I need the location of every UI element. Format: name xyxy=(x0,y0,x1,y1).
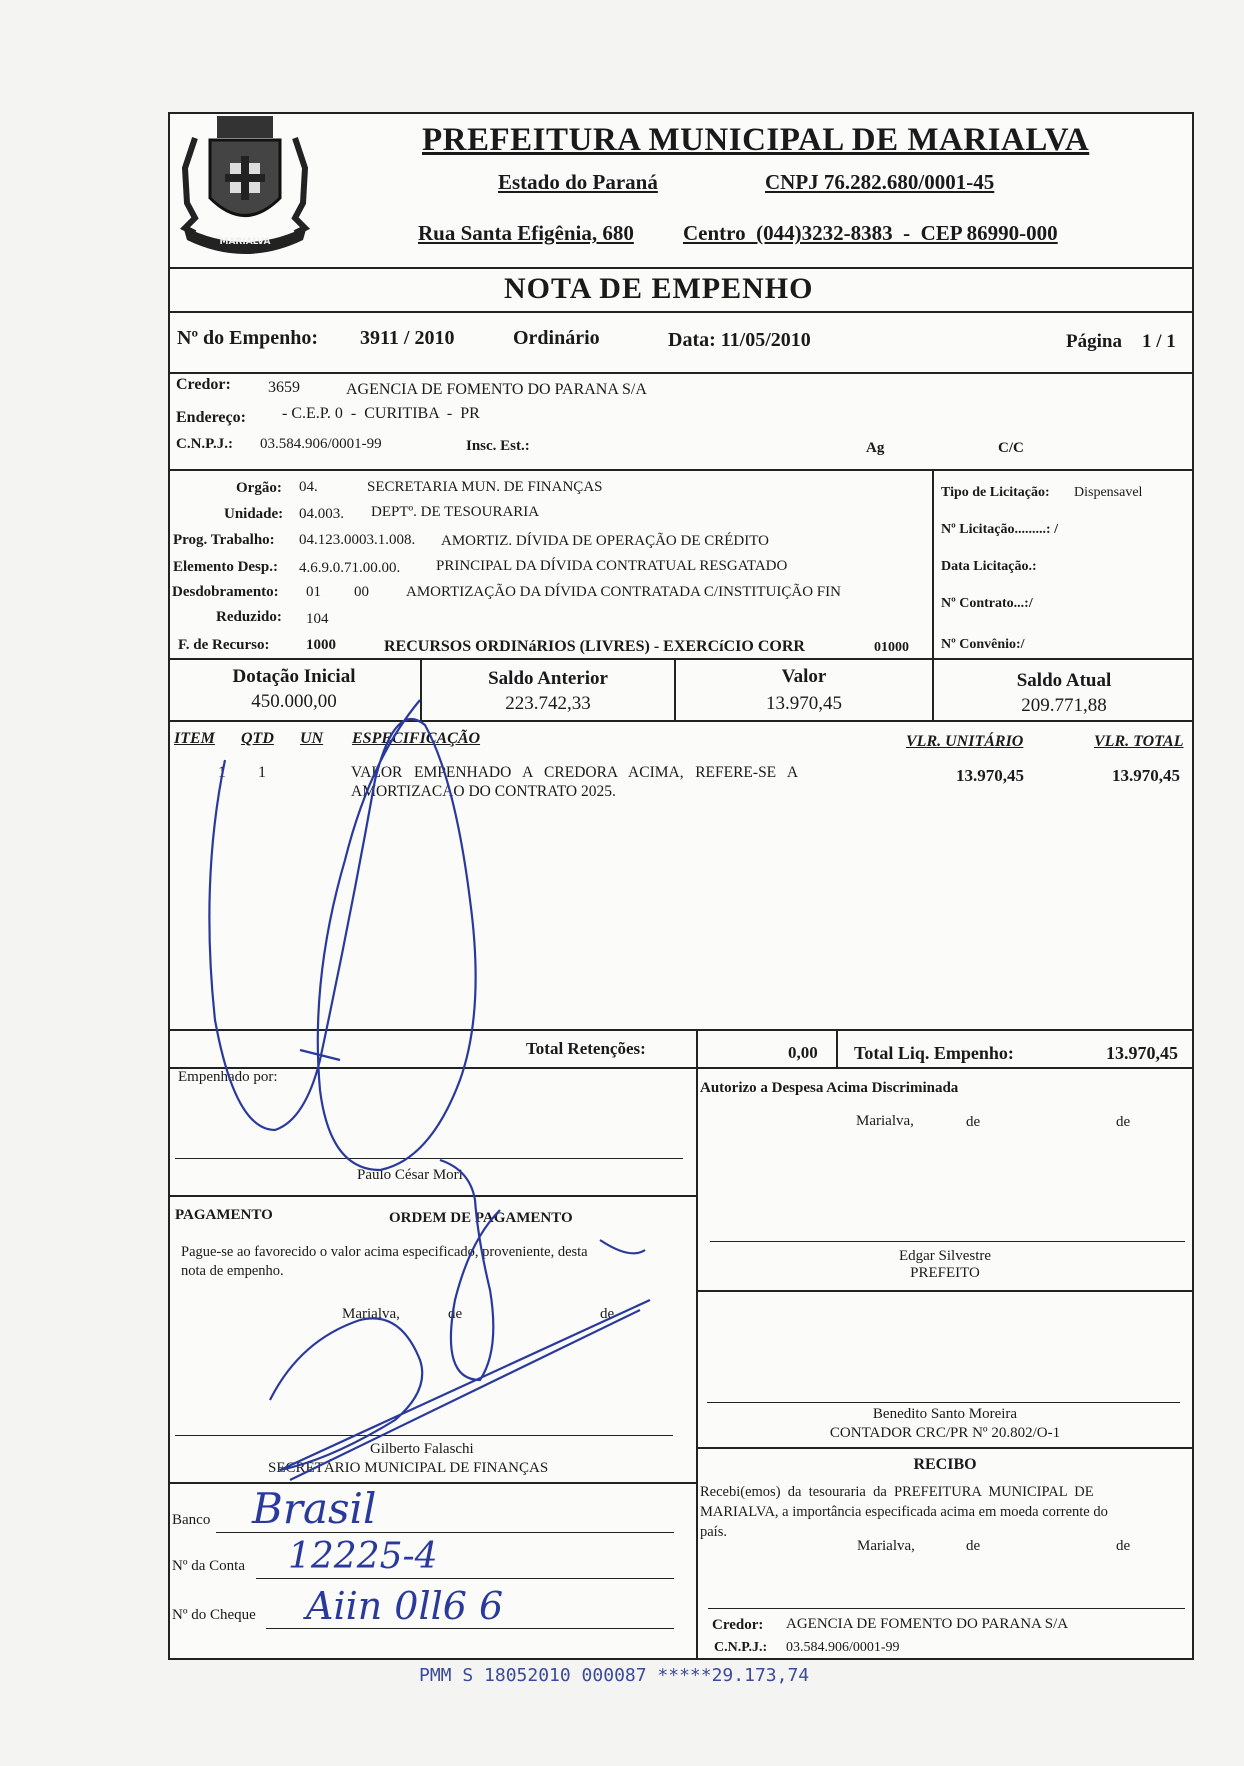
state-label: Estado do Paraná xyxy=(498,170,658,194)
signature-line xyxy=(175,1158,683,1159)
empenhado-signer: Paulo César Mori xyxy=(357,1167,463,1183)
recibo-place: Marialva, xyxy=(857,1538,915,1554)
cheque-label: Nº do Cheque xyxy=(172,1607,256,1623)
licitacao-numero: Nº Licitação.........: / xyxy=(941,522,1058,537)
column-header-qtd: QTD xyxy=(241,730,274,747)
convenio-numero: Nº Convênio:/ xyxy=(941,637,1025,652)
recurso-code: 1000 xyxy=(306,637,336,653)
conta-handwriting: 12225-4 xyxy=(288,1536,438,1577)
recibo-cnpj-label: C.N.P.J.: xyxy=(714,1640,768,1655)
secretario-name: Gilberto Falaschi xyxy=(370,1441,474,1457)
desdobramento-code: 01 xyxy=(306,584,321,600)
elemento-code: 4.6.9.0.71.00.00. xyxy=(299,560,401,576)
municipal-crest-icon xyxy=(175,108,315,258)
column-header-un: UN xyxy=(300,730,324,747)
empenho-number: 3911 / 2010 xyxy=(360,327,455,349)
divider xyxy=(932,469,934,658)
insc-est-label: Insc. Est.: xyxy=(466,438,530,454)
divider xyxy=(168,1029,1194,1031)
item-number: 1 xyxy=(218,764,226,781)
credor-cnpj: 03.584.906/0001-99 xyxy=(260,436,382,452)
page-title: PREFEITURA MUNICIPAL DE MARIALVA xyxy=(422,122,1090,158)
autorizo-de: de xyxy=(966,1114,981,1130)
signature-line xyxy=(710,1241,1185,1242)
orgao-code: 04. xyxy=(299,479,318,495)
desdobramento-label: Desdobramento: xyxy=(172,584,279,600)
autorizo-label: Autorizo a Despesa Acima Discriminada xyxy=(700,1080,959,1096)
signature-line xyxy=(707,1402,1180,1403)
column-header-item: ITEM xyxy=(174,730,215,747)
unidade-code: 04.003. xyxy=(299,506,344,522)
signature-line xyxy=(708,1608,1185,1609)
reduzido-label: Reduzido: xyxy=(216,609,282,625)
contador-name: Benedito Santo Moreira xyxy=(872,1406,1018,1422)
recibo-label: RECIBO xyxy=(913,1456,977,1473)
recurso-code-2: 01000 xyxy=(874,640,909,655)
payment-stamp: PMM S 18052010 000087 *****29.173,74 xyxy=(419,1665,810,1686)
prog-label: Prog. Trabalho: xyxy=(173,532,275,548)
recurso-name: RECURSOS ORDINáRIOS (LIVRES) - EXERCíCIO CORR xyxy=(384,638,805,655)
cheque-line xyxy=(266,1628,674,1629)
ag-label: Ag xyxy=(866,440,885,456)
item-qtd: 1 xyxy=(258,764,266,781)
dotacao-label: Dotação Inicial xyxy=(232,666,356,687)
divider xyxy=(168,1482,696,1484)
orgao-name: SECRETARIA MUN. DE FINANÇAS xyxy=(367,479,603,495)
desdobramento-name: AMORTIZAÇÃO DA DÍVIDA CONTRATADA C/INSTITUIÇÃO FIN xyxy=(406,584,841,600)
secretario-role: SECRETÁRIO MUNICIPAL DE FINANÇAS xyxy=(268,1460,549,1476)
saldo-atual-value: 209.771,88 xyxy=(1021,695,1107,716)
divider xyxy=(696,1447,1194,1449)
prog-code: 04.123.0003.1.008. xyxy=(299,532,416,548)
prog-name: AMORTIZ. DÍVIDA DE OPERAÇÃO DE CRÉDITO xyxy=(441,533,769,549)
saldo-anterior-value: 223.742,33 xyxy=(505,693,591,714)
divider xyxy=(836,1029,838,1067)
item-unit-value: 13.970,45 xyxy=(956,766,1024,785)
address-label: Rua Santa Efigênia, 680 xyxy=(418,221,634,245)
item-total-value: 13.970,45 xyxy=(1112,766,1180,785)
saldo-atual-label: Saldo Atual xyxy=(1016,670,1112,691)
credor-address: - C.E.P. 0 - CURITIBA - PR xyxy=(282,405,480,422)
recibo-text: Recebi(emos) da tesouraria da PREFEITURA MUNICIPAL DE xyxy=(700,1484,1094,1500)
address-field-label: Endereço: xyxy=(176,409,246,426)
divider xyxy=(168,1195,696,1197)
credor-name: AGENCIA DE FOMENTO DO PARANA S/A xyxy=(346,381,647,398)
cnpj-field-label: C.N.P.J.: xyxy=(176,436,233,452)
svg-text:MARIALVA: MARIALVA xyxy=(219,237,271,247)
elemento-name: PRINCIPAL DA DÍVIDA CONTRATUAL RESGATADO xyxy=(436,558,788,574)
divider xyxy=(168,658,1194,660)
licitacao-tipo-label: Tipo de Licitação: xyxy=(941,485,1050,500)
dotacao-value: 450.000,00 xyxy=(251,691,337,712)
recurso-label: F. de Recurso: xyxy=(178,637,270,653)
orgao-label: Orgão: xyxy=(236,480,282,496)
divider xyxy=(168,311,1194,313)
conta-line xyxy=(256,1578,674,1579)
valor-label: Valor xyxy=(781,666,827,687)
empenho-label: Nº do Empenho: xyxy=(177,327,319,349)
divider xyxy=(168,469,1194,471)
pagamento-text: Pague-se ao favorecido o valor acima especificado, proveniente, desta xyxy=(181,1244,588,1260)
prefeito-name: Edgar Silvestre xyxy=(898,1248,992,1264)
ordem-pagamento-label: ORDEM DE PAGAMENTO xyxy=(389,1210,573,1226)
prefeito-role: PREFEITO xyxy=(910,1265,980,1281)
recibo-text: MARIALVA, a importância especificada acima em moeda corrente do xyxy=(700,1504,1108,1520)
divider xyxy=(696,1290,1194,1292)
column-header-total-value: VLR. TOTAL xyxy=(1094,733,1184,750)
page-label: Página xyxy=(1066,331,1122,352)
pagamento-text: nota de empenho. xyxy=(181,1263,284,1279)
empenho-date: Data: 11/05/2010 xyxy=(668,329,811,351)
autorizo-place: Marialva, xyxy=(856,1113,914,1129)
licitacao-data: Data Licitação.: xyxy=(941,559,1037,574)
recibo-de: de xyxy=(1116,1538,1131,1554)
retencoes-value: 0,00 xyxy=(788,1043,818,1062)
recibo-text: país. xyxy=(700,1524,727,1540)
column-header-especificacao: ESPECIFICAÇÃO xyxy=(352,730,481,747)
cheque-handwriting: Aiin 0ll6 6 xyxy=(306,1584,504,1628)
reduzido-value: 104 xyxy=(306,611,329,627)
pagamento-label: PAGAMENTO xyxy=(175,1207,273,1223)
recibo-cnpj: 03.584.906/0001-99 xyxy=(786,1640,900,1655)
cc-label: C/C xyxy=(998,440,1024,456)
cnpj-label: CNPJ 76.282.680/0001-45 xyxy=(765,170,995,194)
liquido-label: Total Liq. Empenho: xyxy=(854,1043,1014,1063)
banco-label: Banco xyxy=(172,1512,211,1528)
credor-label: Credor: xyxy=(176,376,231,393)
unidade-name: DEPTº. DE TESOURARIA xyxy=(371,504,540,520)
item-description: VALOR EMPENHADO A CREDORA ACIMA, REFERE-SE A xyxy=(351,764,799,781)
empenhado-label: Empenhado por: xyxy=(178,1069,278,1085)
pagamento-de: de xyxy=(448,1306,463,1322)
divider xyxy=(696,1029,698,1660)
recibo-de: de xyxy=(966,1538,981,1554)
contrato-numero: Nº Contrato...:/ xyxy=(941,596,1033,611)
banco-handwriting: Brasil xyxy=(252,1484,377,1533)
item-description: AMORTIZACAO DO CONTRATO 2025. xyxy=(351,783,616,800)
column-header-unit-value: VLR. UNITÁRIO xyxy=(906,733,1024,750)
divider xyxy=(168,372,1194,374)
pagamento-de: de xyxy=(600,1306,615,1322)
contact-label: Centro (044)3232-8383 - CEP 86990-000 xyxy=(683,221,1058,245)
autorizo-de: de xyxy=(1116,1114,1131,1130)
liquido-value: 13.970,45 xyxy=(1106,1043,1178,1063)
recibo-credor-name: AGENCIA DE FOMENTO DO PARANA S/A xyxy=(786,1616,1069,1632)
elemento-label: Elemento Desp.: xyxy=(173,559,278,575)
signature-line xyxy=(175,1435,673,1436)
divider xyxy=(168,720,1194,722)
retencoes-label: Total Retenções: xyxy=(526,1039,646,1058)
valor-value: 13.970,45 xyxy=(766,693,842,714)
pagamento-place: Marialva, xyxy=(342,1306,400,1322)
contador-role: CONTADOR CRC/PR Nº 20.802/O-1 xyxy=(829,1425,1061,1441)
document-title: NOTA DE EMPENHO xyxy=(504,272,814,305)
empenho-type: Ordinário xyxy=(513,327,600,349)
conta-label: Nº da Conta xyxy=(172,1558,245,1574)
desdobramento-code: 00 xyxy=(354,584,369,600)
divider xyxy=(168,1067,1194,1069)
recibo-credor-label: Credor: xyxy=(712,1617,764,1633)
credor-code: 3659 xyxy=(268,379,300,396)
page-number: 1 / 1 xyxy=(1142,331,1176,352)
saldo-anterior-label: Saldo Anterior xyxy=(488,668,608,689)
unidade-label: Unidade: xyxy=(224,506,284,522)
licitacao-tipo-value: Dispensavel xyxy=(1074,485,1143,500)
